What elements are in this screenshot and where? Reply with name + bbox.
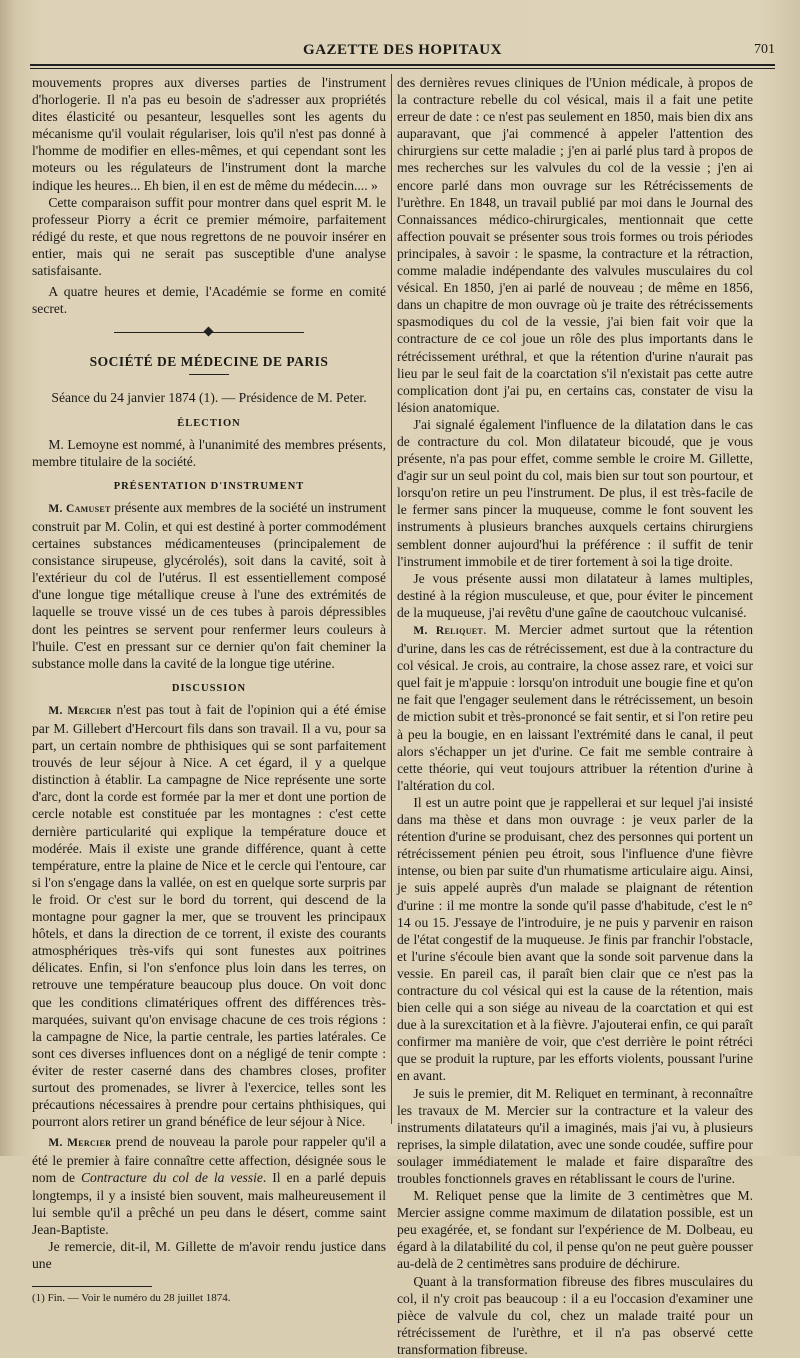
paragraph: M. Reliquet pense que la limite de 3 centimètres que M. Mercier assigne comme maximum de dilatation possible, est un peu exagérée, et, se fondant sur l'expérience de M. Dolbeau, eu égard à la dilatabilité du col, il pense qu'on ne peut guère pousser au-delà de 2 centimètres sans produire de déchirure. [397, 1188, 753, 1272]
paragraph-text: n'est pas tout à fait de l'opinion qui a été émise par M. Gillebert d'Hercourt fils dans son travail. Il a vu, pour sa part, un certain nombre de phthisiques qui se sont parfaitement trouvés de leur séjour à Nice. A cet égard, il y a quelque distinction à établir. La campagne de Nice représente une sorte d'arc, dont la corde est formée par la mer et dont une portion de cercle notable est constituée par les montagnes : c'est cette dernière particularité qui explique la température douce et modérée. Mais il existe une grande différence, quant à cette température, entre la plaine de Nice et le cercle qui l'entoure, car si l'on s'engage dans la vallée, on est en quelque sorte surpris par le froid. Or c'est sur le bord du torrent, qui descend de la montagne pour gagner la mer, que se trouvent les principaux hôtels, et dans la direction de ce torrent, il existe des courants atmosphériques très-vifs qui sont funestes aux poitrines délicates. Enfin, si l'on s'enfonce plus loin dans les terres, on retrouve une température beaucoup plus douce. On voit donc que les conditions climatériques offrent des différences très-marquées, suivant qu'on envisage chacune de ces trois régions : la campagne de Nice, la partie centrale, les parties latérales. Ce sont ces diverses influences dont on a négligé de tenir compte : éviter de rester caserné dans des chambres closes, profiter surtout des promenades, se livrer à l'exercice, telles sont les précautions nécessaires à prendre pour certains phthisiques, qui pourront alors retirer un grand bénéfice de leur séjour à Nice. [32, 701, 386, 1130]
paragraph: mouvements propres aux diverses parties de l'instrument d'horlogerie. Il n'a pas eu besoin de s'adresser aux propriétés dites élasticité ou pesanteur, lesquelles sont les agents du mécanisme qu'il voulait régulariser, lois qu'il n'est pas donné à l'homme de modifier en elles-mêmes, et qui cependant sont les moteurs ou les régulateurs de l'instrument dont la marche indique les heures... Eh bien, il en est de même du médecin.... » [32, 75, 386, 193]
journal-title: GAZETTE DES HOPITAUX [303, 42, 502, 58]
footnote: (1) Fin. — Voir le numéro du 28 juillet 1874. [32, 1292, 231, 1304]
paragraph: Quant à la transformation fibreuse des fibres musculaires du col, il n'y croit pas beaucoup : il a eu l'occasion d'examiner une pièce de valvule du col, chez un malade traité pour un rétrécissement de l'urèthre, et il n'a pas observé cette transformation fibreuse. [397, 1273, 753, 1357]
paragraph: des dernières revues cliniques de l'Union médicale, à propos de la contracture rebelle du col vésical, mais il a fait une petite erreur de date : ce n'est pas seulement en 1850, mais bien dix ans auparavant, que j'ai commencé à appeler l'attention des chirurgiens sur cette maladie ; j'en ai parlé plus tard à propos de mes recherches sur les valvules du col de la vessie ; j'en ai encore parlé dans mon ouvrage sur les Rétrécissements de l'urèthre. En 1848, un travail publié par moi dans le Journal des Connaissances médico-chirurgicales, mentionnait que cette affection pouvait se présenter sous trois formes ou trois périodes principales, à savoir : le spasme, la contracture et la rétraction, comme maladie indépendante des valvules musculaires du col vésical. En 1850, j'en ai parlé de nouveau ; de même en 1856, dans un chapitre de mon ouvrage où je traite des rétrécissements spasmodiques du col de la vessie, j'ai bien fait voir que la contracture de ce col joue un rôle des plus importants dans le rétrécissement uréthral, et que la rétention d'urine n'aurait pas lieu par le seul fait de la coarctation s'il n'existait pas cette autre complication dont j'ai pu, en certains cas, constater de visu la lésion anatomique. [397, 75, 753, 415]
header-rule [30, 64, 775, 66]
seance-line: Séance du 24 janvier 1874 (1). — Présidence de M. Peter. [51, 390, 367, 406]
paragraph [32, 499, 386, 672]
title-rule [189, 374, 229, 375]
speaker-name: M. Camuset [48, 502, 111, 515]
page-header [30, 42, 775, 62]
speaker-name: M. Reliquet [413, 625, 484, 637]
discussion-heading: DISCUSSION [171, 682, 247, 694]
paragraph-text: . Il en a parlé depuis longtemps, il y a insisté bien souvent, mais malheureusement il lui semble qu'il a prêché un peu dans le désert, comme saint Jean-Baptiste. [32, 1170, 387, 1237]
paragraph: J'ai signalé également l'influence de la dilatation dans le cas de contracture du col. Mon dilatateur bicoudé, que je vous présente, n'a pas pour effet, comme semble le croire M. Gillette, d'agir sur un seul point du col, mais bien sur tout son pourtour, et lorsqu'on retire un peu l'instrument. De plus, il est très-facile de le fermer sans pincer la muqueuse, comme le font souvent les instruments à plusieurs branches auxquels certains chirurgiens semblent donner aujourd'hui la préférence : il suffit de tenir l'instrument immobile et de tirer fortement à soi la tige droite. [397, 416, 753, 569]
page-number: 701 [754, 42, 775, 57]
paragraph: A quatre heures et demie, l'Académie se forme en comité secret. [32, 284, 386, 317]
left-column [32, 74, 386, 1305]
header-rule-thin [30, 68, 775, 69]
column-divider [391, 74, 392, 1124]
election-heading: ÉLECTION [177, 417, 241, 429]
italic-term: Contracture du col de la vessie [80, 1170, 263, 1186]
presentation-heading: PRÉSENTATION D'INSTRUMENT [113, 480, 305, 492]
paragraph-text: prend de nouveau la parole pour rappeler qu'il a été le premier à faire connaître cette affection, désignée sous le nom de [32, 1134, 386, 1186]
section-ornament [114, 327, 304, 339]
paragraph: Cette comparaison suffit pour montrer dans quel esprit M. le professeur Piorry a écrit ce premier mémoire, parfaitement rédigé du reste, et que nous regrettons de ne pouvoir insérer en entier, mais qui ne serait pas susceptible d'une analyse satisfaisante. [32, 194, 386, 279]
paragraph-text: . M. Mercier admet surtout que la rétention d'urine, dans les cas de rétrécissement, est due à la contracture du col vésical. Je crois, au contraire, la chose assez rare, et voici sur quel fait je m'appuie : lorsqu'on introduit une bougie fine et qu'on ne fait que l'engager seulement dans le rétrécissement, un besoin de miction subit et très-prononcé se fait sentir, et si l'on retire peu à peu la bougie, en en laissant l'extrémité dans le canal, il peut alors s'échapper un jet d'urine. Ce fait me semble contraire à cette théorie, qui veut toujours attribuer la rétention d'urine à l'altération du col. [397, 622, 754, 793]
paragraph: Je vous présente aussi mon dilatateur à lames multiples, destiné à la région musculeuse, et que, pour éviter le pincement de la muqueuse, j'ai revêtu d'une gaîne de caoutchouc vulcanisé. [397, 570, 753, 620]
speaker-name: M. Mercier [48, 1137, 112, 1150]
society-title: SOCIÉTÉ DE MÉDECINE DE PARIS [89, 354, 329, 370]
footnote-rule [32, 1286, 152, 1287]
paragraph-text: présente aux membres de la société un instrument construit par M. Colin, et qui est destiné à porter commodément certaines substances médicamenteuses (principalement de consistance sirupeuse, glycérolés), soit dans la cavité, soit à l'extérieur du col de l'utérus. Il est essentiellement composé d'une longue tige métallique creuse à l'une des extrémités de laquelle se trouve vissé un de ces tubes à parois dépressibles dont les peintres se servent pour renfermer leurs couleurs à l'huile. C'est en pressant sur ce dernier qu'on fait cheminer la substance molle dans la cavité de la longue tige utérine. [32, 499, 386, 671]
paragraph: Il est un autre point que je rappellerai et sur lequel j'ai insisté dans ma thèse et dans mon ouvrage : je veux parler de la rétention d'urine se produisant, chez des personnes qui portent un rétrécissement pénien peu étroit, sous l'influence d'une fièvre intense, ou bien par suite d'un rhumatisme articulaire aigu. Ainsi, je suis appelé auprès d'un malade se plaignant de rétention d'urine : il me montre la sonde qu'il passe d'habitude, c'est le n° 14 ou 15. J'essaye de l'introduire, je ne puis y parvenir en raison de l'état congestif de la muqueuse. Je finis par franchir l'obstacle, et l'urine s'écoule bien avant que la sonde soit parvenue dans la vessie. En pareil cas, il paraît bien clair que ce n'est pas la contracture du col vésical qui est la cause de la rétention, mais bien celle qui a son siége au niveau de la coarctation et qui est due à la surexcitation et à la fièvre. J'ajouterai enfin, ce qui paraît confirmer ma manière de voir, que c'est derrière le point rétréci que se produit la rupture, par les efforts violents, poussant l'urine en avant. [397, 794, 753, 1084]
paragraph [397, 621, 753, 794]
paragraph: Je remercie, dit-il, M. Gillette de m'avoir rendu justice dans une [32, 1238, 386, 1271]
paragraph [32, 1133, 386, 1238]
speaker-name: M. Mercier [48, 704, 112, 717]
right-column [397, 74, 753, 1358]
paragraph: Je suis le premier, dit M. Reliquet en terminant, à reconnaître les travaux de M. Mercier sur la contracture et la valeur des instruments dilatateurs qu'il a imaginés, mais j'ai vu, à plusieurs reprises, la simple dilatation, avec une sonde coudée, suffire pour soulager immédiatement le malade et faire disparaître des troubles fonctionnels graves en rétablissant le cours de l'urine. [397, 1085, 753, 1186]
paragraph: M. Lemoyne est nommé, à l'unanimité des membres présents, membre titulaire de la société. [32, 436, 386, 469]
paragraph [32, 701, 386, 1130]
